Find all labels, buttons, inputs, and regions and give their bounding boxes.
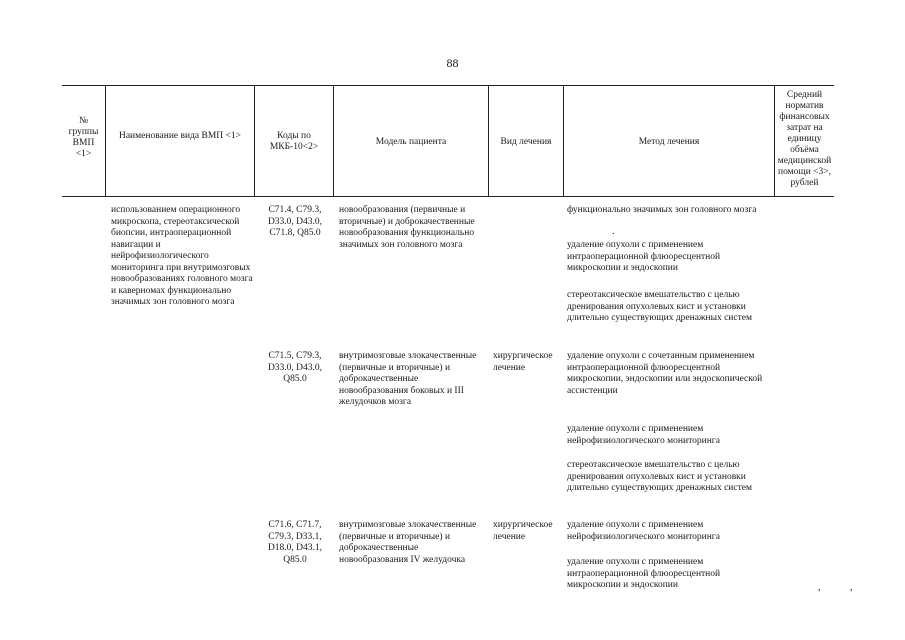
method-item: стереотаксическое вмешательство с целью дренирования опухолевых кист и установки длительно существующих дренажных систем <box>567 290 752 323</box>
treatment-type-cell: хирургическое лечение <box>493 520 553 542</box>
scan-mark: , <box>850 582 853 593</box>
patient-model-cell: новообразования (первичные и вторичные) и доброкачественные новообразования функционально значимых зон головного мозга <box>339 205 475 250</box>
mkb-codes-cell: C71.4, C79.3, D33.0, D43.0, C71.8, Q85.0 <box>267 205 323 238</box>
header-method: Метод лечения <box>638 137 700 147</box>
header-divider <box>488 85 489 196</box>
mkb-codes-cell: C71.5, C79.3, D33.0, D43.0, Q85.0 <box>267 351 323 384</box>
header-name: Наименование вида ВМП <1> <box>118 131 242 141</box>
vmp-name-cell: использованием операционного микроскопа, стереотаксической биопсии, интраоперационной навигации и нейрофизиологического мониторинга при внутримозговых новообразованиях головного мозга и каверномах функционально значимых зон головного мозга <box>111 205 253 307</box>
patient-model-cell: внутримозговые злокачественные (первичные и вторичные) и доброкачественные новообразования IV желудочка <box>339 520 477 565</box>
header-group-no: № группы ВМП <1> <box>68 116 99 159</box>
method-item: удаление опухоли с применением нейрофизиологического мониторинга <box>567 424 720 446</box>
scan-mark: . <box>612 226 615 237</box>
method-item: функционально значимых зон головного мозга <box>567 205 757 215</box>
header-divider <box>774 85 775 196</box>
header-divider <box>105 85 106 196</box>
method-item: удаление опухоли с применением интраоперационной флюоресцентной микроскопии и эндоскопии <box>567 557 721 590</box>
page-number: 88 <box>446 56 459 70</box>
scan-mark: , <box>818 582 821 593</box>
header-mkb: Коды по МКБ-10<2> <box>269 131 319 152</box>
method-item: удаление опухоли с применением нейрофизиологического мониторинга <box>567 520 720 542</box>
header-divider <box>333 85 334 196</box>
patient-model-cell: внутримозговые злокачественные (первичные и вторичные) и доброкачественные новообразования боковых и III желудочков мозга <box>339 351 477 407</box>
mkb-codes-cell: C71.6, C71.7, C79.3, D33.1, D18.0, D43.1, Q85.0 <box>267 520 323 565</box>
treatment-type-cell: хирургическое лечение <box>493 351 553 373</box>
method-item: удаление опухоли с применением интраоперационной флюоресцентной микроскопии и эндоскопии <box>567 240 721 273</box>
header-bottom-rule <box>62 196 834 197</box>
header-treatment: Вид лечения <box>500 137 552 147</box>
header-divider <box>254 85 255 196</box>
method-item: стереотаксическое вмешательство с целью дренирования опухолевых кист и установки длительно существующих дренажных систем <box>567 460 752 493</box>
header-divider <box>563 85 564 196</box>
header-model: Модель пациента <box>375 137 447 147</box>
method-item: удаление опухоли с сочетанным применением интраоперационной флюоресцентной микроскопии, эндоскопии или эндоскопической ассистенции <box>567 351 763 396</box>
header-cost: Средний норматив финансовых затрат на единицу объёма медицинской помощи <3>, рублей <box>777 90 832 188</box>
header-top-rule <box>62 85 834 86</box>
